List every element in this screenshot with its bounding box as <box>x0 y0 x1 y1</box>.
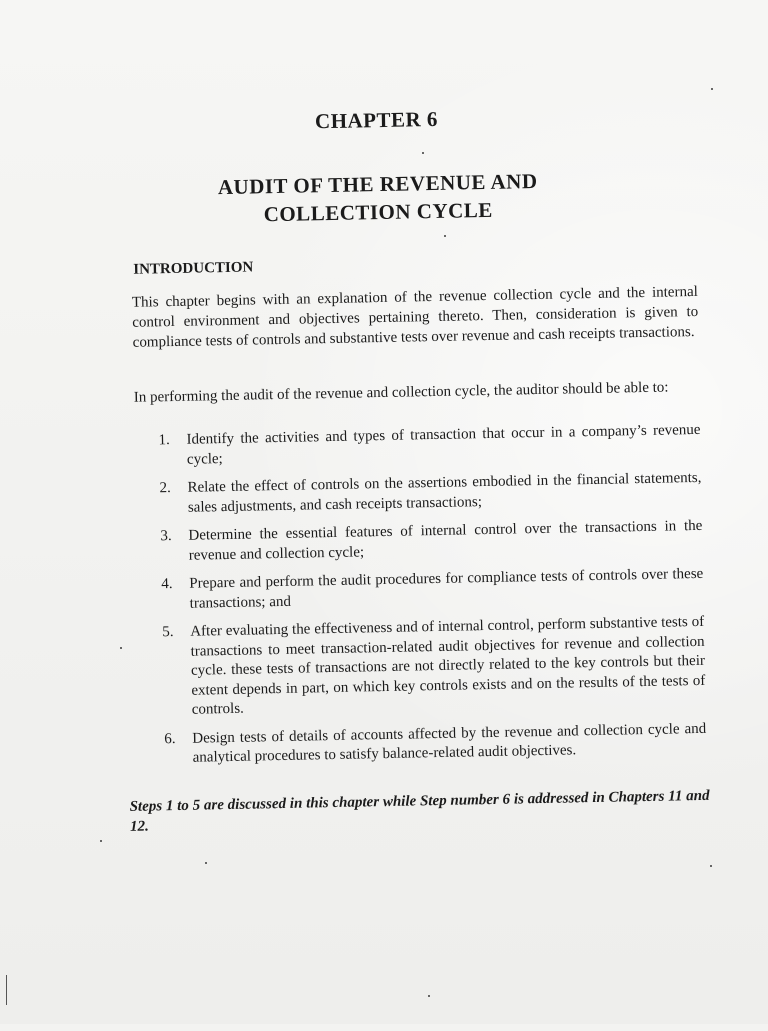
chapter-title <box>0 163 762 234</box>
step-number: 3. <box>160 528 172 545</box>
scan-edge-mark <box>6 975 7 1005</box>
list-item <box>158 421 701 470</box>
scan-speck <box>710 865 712 867</box>
objectives-lead-paragraph: In performing the audit of the revenue and collection cycle, the auditor should be able to: <box>133 379 669 406</box>
steps-list <box>158 421 707 778</box>
scan-speck <box>422 152 424 154</box>
step-number: 2. <box>159 480 171 497</box>
list-item <box>164 719 707 768</box>
step-text: Determine the essential features of internal control over the transactions in the revenue and collection cycle; <box>188 517 703 564</box>
closing-note: Steps 1 to 5 are discussed in this chapter while Step number 6 is addressed in Chapters 11 and 12. <box>129 787 710 835</box>
scan-speck <box>205 862 207 864</box>
step-text: Prepare and perform the audit procedures for compliance tests of controls over these transactions; and <box>189 565 704 612</box>
list-item <box>161 565 704 614</box>
scan-speck <box>444 235 446 237</box>
list-item <box>159 469 702 518</box>
step-text: Relate the effect of controls on the assertions embodied in the financial statements, sales adjustments, and cash receipts transactions; <box>187 469 702 516</box>
chapter-number: CHAPTER 6 <box>314 106 439 134</box>
step-text: After evaluating the effectiveness and of internal control, perform substantive tests of transactions to meet transaction-related audit objectives for revenue and collection cycle. these tests of transactions are not directly related to the key controls but their extent depends in part, on which key controls exists and on the results of the tests of controls. <box>190 613 706 718</box>
step-number: 5. <box>162 624 174 641</box>
step-text: Identify the activities and types of transaction that occur in a company’s revenue cycle; <box>186 421 701 468</box>
step-number: 4. <box>161 576 173 593</box>
scan-speck <box>711 88 713 90</box>
step-number: 6. <box>164 730 176 747</box>
chapter-title-line-1: AUDIT OF THE REVENUE AND <box>217 168 538 200</box>
list-item <box>162 613 706 721</box>
chapter-title-line-2: COLLECTION CYCLE <box>263 197 494 227</box>
intro-paragraph: This chapter begins with an explanation of the revenue collection cycle and the internal control environment and objectives pertaining thereto. Then, consideration is given to compliance tests of controls and substantive tests over revenue and cash receipts transactions. <box>131 283 699 351</box>
scan-speck <box>428 995 430 997</box>
list-item <box>160 517 703 566</box>
section-heading-introduction: INTRODUCTION <box>133 259 254 278</box>
scan-speck <box>120 647 122 649</box>
step-number: 1. <box>158 432 170 449</box>
step-text: Design tests of details of accounts affected by the revenue and collection cycle and analytical procedures to satisfy balance-related audit objectives. <box>192 720 707 766</box>
scan-speck <box>100 840 102 842</box>
